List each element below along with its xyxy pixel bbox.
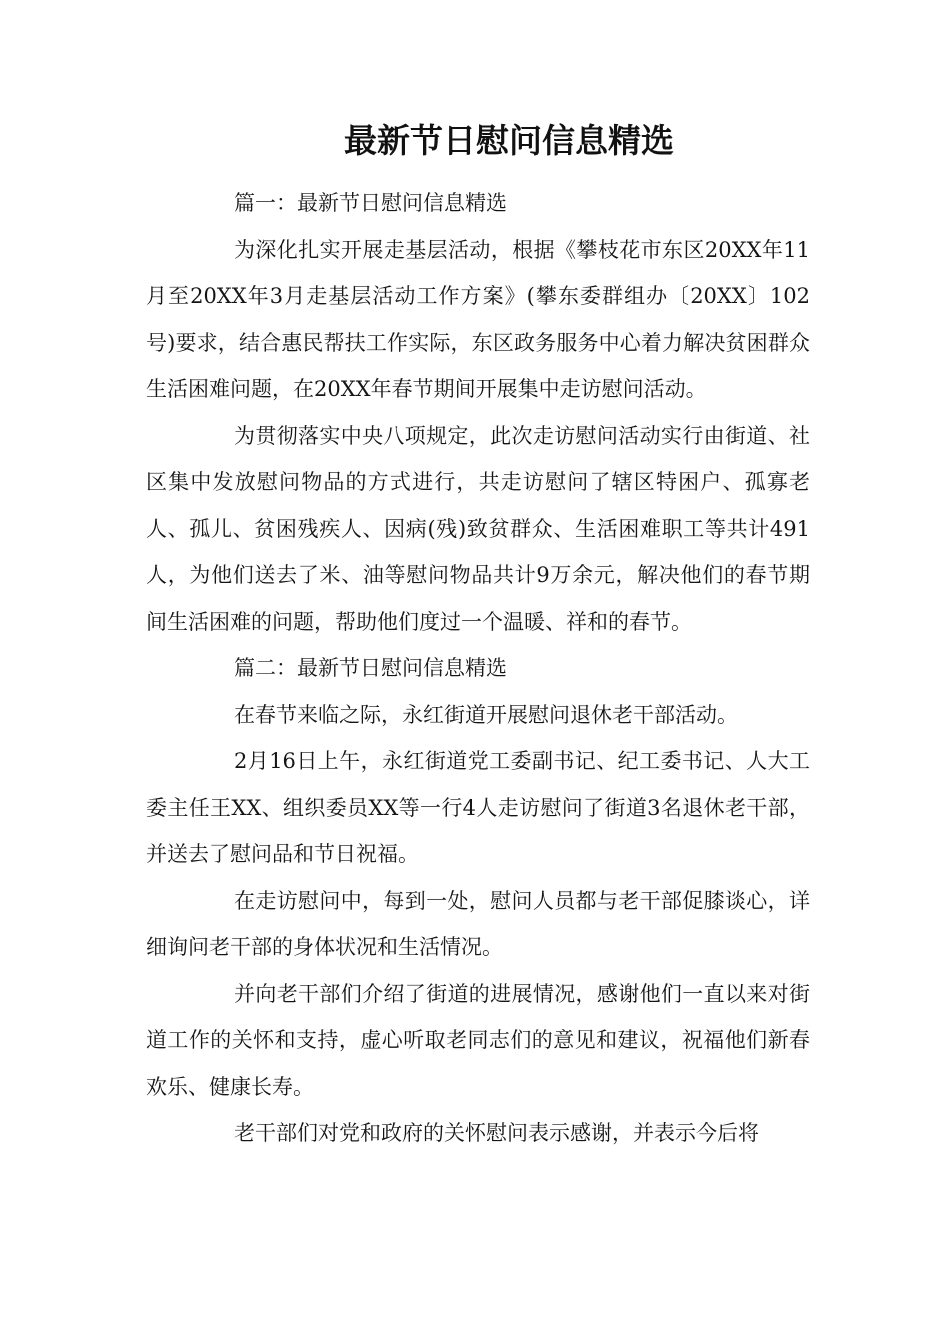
paragraph: 在春节来临之际，永红街道开展慰问退休老干部活动。 [234,702,738,727]
paragraph: 2月16日上午，永红街道党工委副书记、纪工委书记、人大工委主任王XX、组织委员XX等一行4人走访慰问了街道3名退休老干部，并送去了慰问品和节日祝福。 [146,749,810,866]
paragraph: 为贯彻落实中央八项规定，此次走访慰问活动实行由街道、社区集中发放慰问物品的方式进行，共走访慰问了辖区特困户、孤寡老人、孤儿、贫困残疾人、因病(残)致贫群众、生活困难职工等共计491人，为他们送去了米、油等慰问物品共计9万余元，解决他们的春节期间生活困难的问题，帮助他们度过一个温暖、祥和的春节。 [146,423,810,634]
paragraph: 在走访慰问中，每到一处，慰问人员都与老干部促膝谈心，详细询问老干部的身体状况和生活情况。 [146,888,810,959]
paragraph: 老干部们对党和政府的关怀慰问表示感谢，并表示今后将 [234,1121,759,1145]
paragraph: 为深化扎实开展走基层活动，根据《攀枝花市东区20XX年11月至20XX年3月走基层活动工作方案》(攀东委群组办〔20XX〕102号)要求，结合惠民帮扶工作实际，东区政务服务中心着力解决贫困群众生活困难问题，在20XX年春节期间开展集中走访慰问活动。 [146,237,810,401]
paragraph-section-one-heading: 篇一：最新节日慰问信息精选 [234,191,507,215]
paragraph: 并向老干部们介绍了街道的进展情况，感谢他们一直以来对街道工作的关怀和支持，虚心听取老同志们的意见和建议，祝福他们新春欢乐、健康长寿。 [146,981,810,1099]
document-title: 最新节日慰问信息精选 [344,121,674,160]
paragraph-section-two-heading: 篇二：最新节日慰问信息精选 [234,656,507,680]
document-body [146,180,810,1157]
